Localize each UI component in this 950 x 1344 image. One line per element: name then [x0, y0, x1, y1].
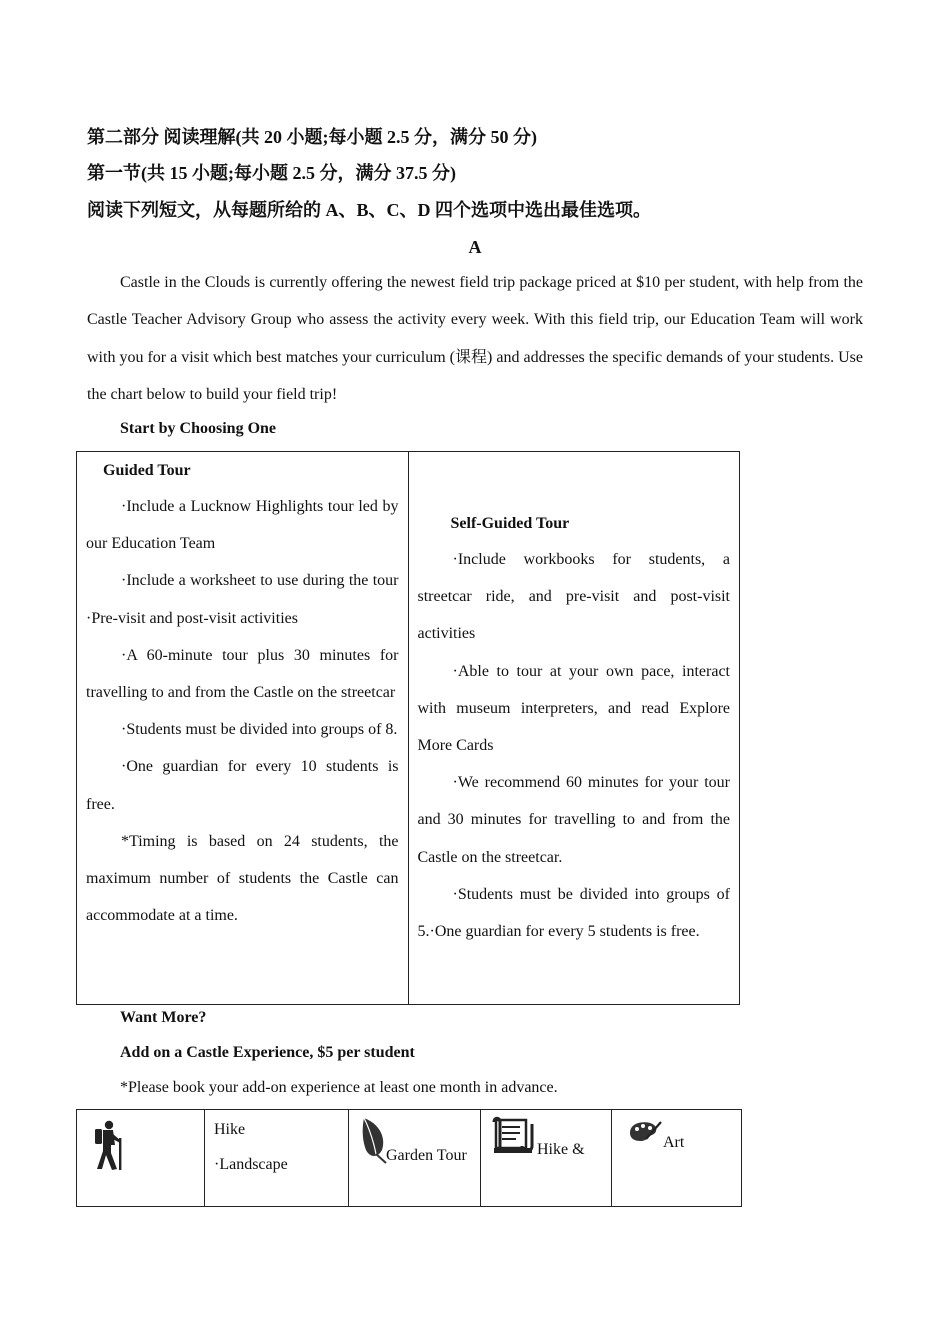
paint-palette-icon — [628, 1119, 662, 1143]
addon-cell-hike-and — [481, 1110, 612, 1207]
leaf-icon — [360, 1116, 388, 1164]
passage-label: A — [468, 237, 482, 257]
guided-tour-item: ·Students must be divided into groups of 8. — [121, 721, 398, 739]
addon-hike-title: Hike — [214, 1121, 246, 1138]
hiker-icon — [89, 1120, 127, 1172]
self-guided-tour-item: ·Able to tour at your own pace, interact with museum interpreters, and read Explore More Cards — [417, 662, 730, 755]
guided-tour-timing-note: *Timing is based on 24 students, the maximum number of students the Castle can accommodate at a time. — [86, 832, 399, 925]
self-guided-tour-title: Self-Guided Tour — [450, 515, 570, 532]
addon-table — [76, 1109, 742, 1207]
intro-paragraph: Castle in the Clouds is currently offering the newest field trip package priced at $10 per student, with help from the Castle Teacher Advisory Group who assess the activity every week. With this field trip, our Education Team will work with you for a visit which best matches your curriculum (课程) and addresses the specific demands of your students. Use the chart below to build your field trip! — [87, 274, 863, 403]
want-more-heading: Want More? — [120, 1009, 207, 1026]
addon-art-label: Art — [663, 1134, 685, 1151]
addon-hike-subtitle: ·Landscape — [214, 1156, 288, 1173]
start-heading: Start by Choosing One — [120, 420, 277, 437]
addon-garden-label: Garden Tour — [386, 1147, 467, 1164]
addon-cell-art — [612, 1110, 742, 1207]
addon-cell-hike-landscape — [205, 1110, 349, 1207]
self-guided-tour-item: ·We recommend 60 minutes for your tour and 30 minutes for travelling to and from the Castle on the streetcar. — [417, 774, 730, 866]
addon-cell-garden — [349, 1110, 481, 1207]
addon-hike-and-label: Hike & — [537, 1141, 585, 1158]
self-guided-tour-item: ·Include workbooks for students, a streetcar ride, and pre-visit and post-visit activities — [417, 551, 730, 643]
guided-tour-cell — [77, 452, 409, 1005]
addon-heading: Add on a Castle Experience, $5 per student — [120, 1044, 415, 1061]
guided-tour-item: ·A 60-minute tour plus 30 minutes for travelling to and from the Castle on the streetcar — [86, 646, 399, 702]
guided-tour-item: ·Include a Lucknow Highlights tour led by our Education Team — [86, 498, 399, 553]
guided-tour-title: Guided Tour — [103, 462, 191, 479]
self-guided-tour-item: ·Students must be divided into groups of 5.·One guardian for every 5 students is free. — [417, 885, 730, 941]
guided-tour-item: ·Include a worksheet to use during the tour ·Pre-visit and post-visit activities — [86, 572, 399, 627]
tour-options-table — [76, 451, 740, 1005]
addon-cell-hiker — [77, 1110, 205, 1207]
instruction-heading: 阅读下列短文，从每题所给的 A、B、C、D 四个选项中选出最佳选项。 — [87, 200, 651, 220]
self-guided-tour-cell — [408, 452, 740, 1005]
part-heading: 第二部分 阅读理解(共 20 小题;每小题 2.5 分，满分 50 分) — [87, 127, 537, 147]
addon-note: *Please book your add-on experience at least one month in advance. — [120, 1079, 558, 1096]
section-heading: 第一节(共 15 小题;每小题 2.5 分，满分 37.5 分) — [87, 163, 456, 183]
guided-tour-item: ·One guardian for every 10 students is free. — [86, 758, 399, 813]
scroll-icon — [492, 1116, 536, 1156]
